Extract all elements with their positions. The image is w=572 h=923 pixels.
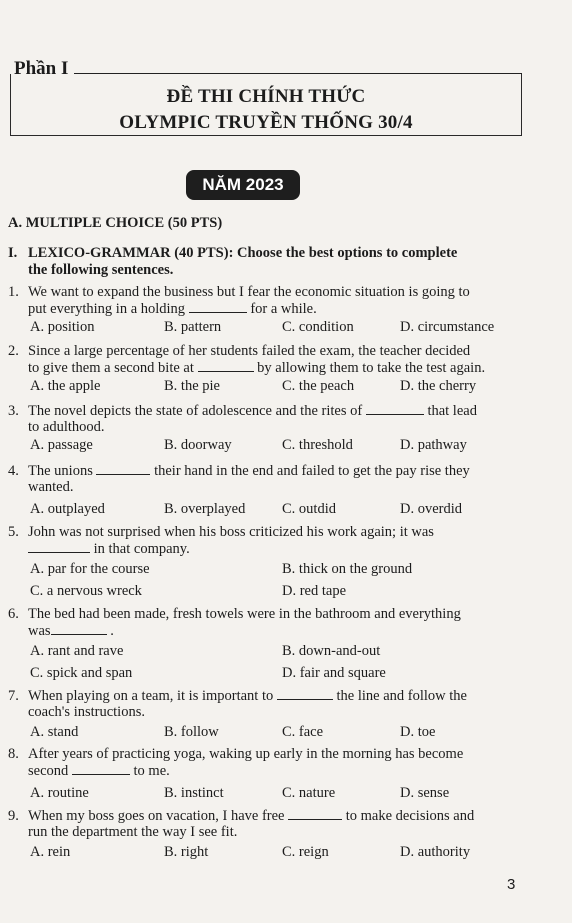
question-text: to give them a second bite at: [28, 360, 194, 376]
question-7: [8, 687, 520, 744]
option-c: C. reign: [282, 844, 329, 860]
question-text: After years of practicing yoga, waking up early in the morning has become: [28, 746, 464, 762]
option-d: D. circumstance: [400, 319, 495, 335]
option-c: C. condition: [282, 319, 354, 335]
answer-blank: [366, 402, 424, 415]
option-d: D. authority: [400, 844, 471, 860]
year-badge: NĂM 2023: [186, 170, 300, 200]
question-text: run the department the way I see fit.: [28, 824, 238, 840]
question-number: 9.: [8, 808, 19, 824]
question-number: 4.: [8, 463, 19, 479]
question-text: Since a large percentage of her students failed the exam, the teacher decided: [28, 343, 471, 359]
answer-blank: [189, 300, 247, 313]
question-number: 8.: [8, 746, 19, 762]
question-8: [8, 746, 520, 805]
option-c: C. a nervous wreck: [30, 583, 142, 599]
question-text: We want to expand the business but I fear the economic situation is going to: [28, 284, 470, 300]
option-b: B. the pie: [164, 378, 220, 394]
option-a: A. stand: [30, 724, 79, 740]
question-text: to me.: [133, 763, 170, 779]
part-label: Phần I: [14, 58, 69, 79]
title-box: [10, 74, 522, 136]
question-9: [8, 807, 520, 864]
question-text: the line and follow the: [336, 688, 467, 704]
question-4: [8, 462, 520, 521]
option-d: D. fair and square: [282, 665, 386, 681]
question-text: by allowing them to take the test again.: [257, 360, 486, 376]
option-a: A. par for the course: [30, 561, 150, 577]
option-a: A. rant and rave: [30, 643, 124, 659]
option-c: C. face: [282, 724, 324, 740]
question-2: [8, 343, 520, 398]
section-1-number: I.: [8, 245, 18, 261]
option-a: A. rein: [30, 844, 71, 860]
option-b: B. down-and-out: [282, 643, 381, 659]
option-c: C. nature: [282, 785, 336, 801]
question-text: John was not surprised when his boss criticized his work again; it was: [28, 524, 434, 540]
option-b: B. overplayed: [164, 501, 246, 517]
option-d: D. overdid: [400, 501, 463, 517]
section-1-line2: the following sentences.: [28, 262, 174, 278]
question-number: 3.: [8, 403, 19, 419]
question-number: 5.: [8, 524, 19, 540]
option-d: D. pathway: [400, 437, 467, 453]
exam-title: ĐỀ THI CHÍNH THỨC: [166, 86, 366, 107]
question-text: put everything in a holding: [28, 301, 186, 317]
option-a: A. outplayed: [30, 501, 105, 517]
answer-blank: [277, 687, 333, 700]
answer-blank: [96, 462, 150, 475]
question-text: coach's instructions.: [28, 704, 145, 720]
option-b: B. doorway: [164, 437, 232, 453]
question-3: [8, 402, 520, 457]
option-b: B. instinct: [164, 785, 224, 801]
question-text: When playing on a team, it is important to: [28, 688, 274, 704]
option-b: B. right: [164, 844, 209, 860]
question-text: The unions: [28, 463, 93, 479]
option-c: C. spick and span: [30, 665, 133, 681]
section-1-heading: [8, 245, 518, 279]
question-text: that lead: [427, 403, 477, 419]
option-a: A. the apple: [30, 378, 101, 394]
option-d: D. sense: [400, 785, 450, 801]
section-a-heading: A. MULTIPLE CHOICE (50 PTS): [8, 215, 223, 231]
question-text: .: [110, 623, 114, 639]
page-number: 3: [507, 876, 516, 893]
question-1: [8, 284, 520, 339]
question-text: to make decisions and: [345, 808, 475, 824]
option-a: A. passage: [30, 437, 93, 453]
question-number: 1.: [8, 284, 19, 300]
question-text: The bed had been made, fresh towels were in the bathroom and everything: [28, 606, 461, 622]
answer-blank: [72, 762, 130, 775]
option-d: D. toe: [400, 724, 436, 740]
option-b: B. pattern: [164, 319, 222, 335]
answer-blank: [288, 807, 342, 820]
question-text: their hand in the end and failed to get the pay rise they: [154, 463, 470, 479]
section-1-line1: LEXICO-GRAMMAR (40 PTS): Choose the best options to complete: [28, 245, 458, 261]
answer-blank: [198, 359, 254, 372]
question-text: to adulthood.: [28, 419, 105, 435]
option-a: A. position: [30, 319, 95, 335]
question-text: The novel depicts the state of adolescence and the rites of: [28, 403, 363, 419]
question-6: [8, 606, 520, 685]
answer-blank: [28, 540, 90, 553]
answer-blank: [51, 622, 107, 635]
option-a: A. routine: [30, 785, 89, 801]
exam-subtitle: OLYMPIC TRUYỀN THỐNG 30/4: [119, 112, 413, 133]
question-text: in that company.: [93, 541, 190, 557]
question-5: [8, 524, 520, 603]
option-d: D. the cherry: [400, 378, 477, 394]
question-text: second: [28, 763, 69, 779]
question-number: 2.: [8, 343, 19, 359]
option-c: C. threshold: [282, 437, 353, 453]
question-text: for a while.: [250, 301, 317, 317]
option-b: B. thick on the ground: [282, 561, 413, 577]
option-d: D. red tape: [282, 583, 347, 599]
question-number: 6.: [8, 606, 19, 622]
option-c: C. outdid: [282, 501, 336, 517]
question-text: wanted.: [28, 479, 74, 495]
question-text: was: [28, 623, 51, 639]
question-number: 7.: [8, 688, 19, 704]
question-text: When my boss goes on vacation, I have free: [28, 808, 285, 824]
option-b: B. follow: [164, 724, 219, 740]
option-c: C. the peach: [282, 378, 355, 394]
